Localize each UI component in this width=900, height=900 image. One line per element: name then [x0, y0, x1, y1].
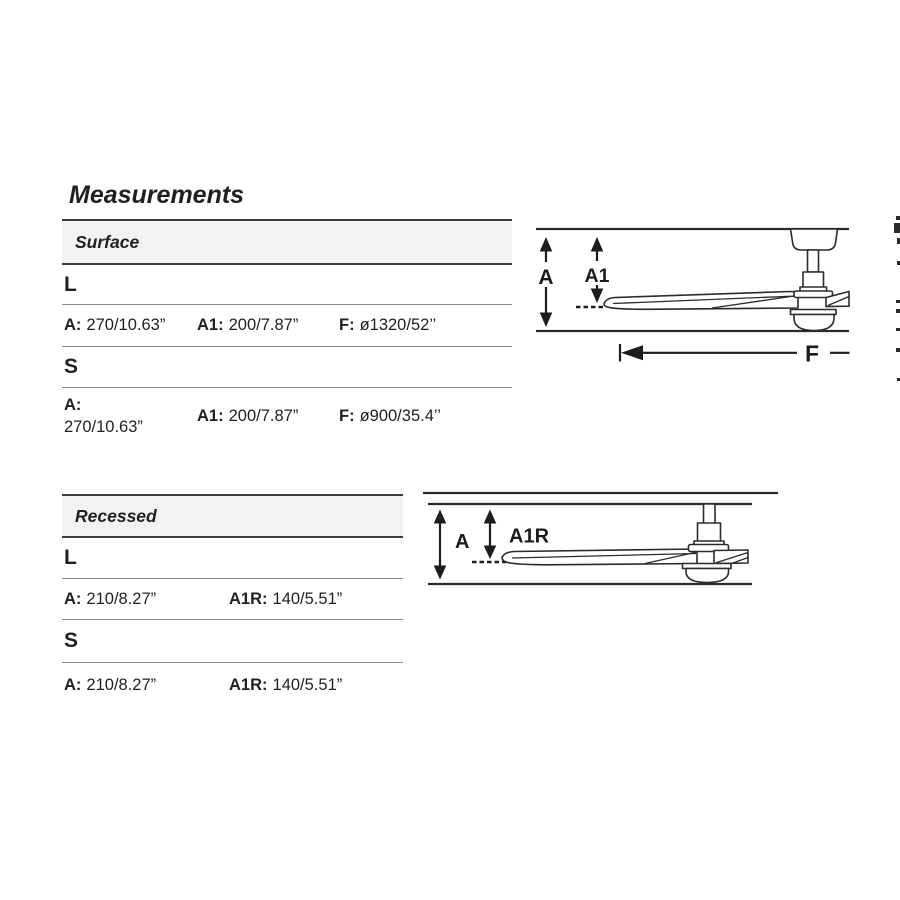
size-label-l: L: [64, 546, 77, 569]
dimension-label: F:: [339, 406, 355, 425]
surface-table-header: [62, 221, 512, 265]
dimension-value: ø900/35.4’’: [359, 406, 441, 425]
dimension-value: 200/7.87”: [228, 316, 299, 334]
dimension-arrow-f: [620, 341, 850, 367]
surface-size-row-l: [62, 265, 512, 305]
dimension-cell-a: [64, 394, 197, 438]
dimension-label: A:: [64, 589, 82, 608]
page-title: Measurements: [69, 181, 245, 209]
dimension-arrow-a: [434, 510, 470, 580]
dimension-cell-a: [64, 316, 197, 335]
dimension-label-f: F: [804, 340, 820, 367]
dimension-value: 270/10.63”: [86, 316, 166, 334]
size-label-l: L: [64, 272, 77, 296]
surface-size-row-s: [62, 347, 512, 388]
clipped-fragment: [896, 348, 900, 352]
surface-header-label: Surface: [75, 231, 140, 252]
dimension-value: 140/5.51”: [272, 589, 343, 608]
recessed-table-header: [62, 496, 403, 538]
dimension-value: 200/7.87”: [228, 406, 299, 425]
clipped-fragment: [896, 300, 900, 303]
dimension-label: A1:: [197, 316, 224, 334]
fan-drawing: [604, 229, 849, 331]
recessed-table: [62, 494, 403, 707]
surface-values-row-s: [62, 388, 512, 444]
clipped-fragment: [896, 328, 900, 331]
surface-values-row-l: [62, 305, 512, 347]
dimension-label: A:: [64, 316, 82, 334]
dimension-arrow-a1: [580, 237, 614, 303]
clipped-fragment: [894, 223, 900, 233]
dimension-label-a: A: [538, 266, 554, 289]
dimension-cell-a1: [197, 407, 339, 426]
dimension-label: A1R:: [229, 675, 268, 694]
clipped-fragment: [896, 309, 900, 313]
dimension-label: F:: [339, 316, 355, 334]
dimension-label-a1: A1: [584, 265, 610, 287]
dimension-value: 270/10.63”: [64, 418, 143, 436]
dimension-label: A:: [64, 675, 82, 694]
dimension-value: ø1320/52’’: [359, 316, 437, 334]
size-label-s: S: [64, 355, 79, 378]
dimension-label-a: A: [455, 531, 470, 553]
dimension-label: A:: [64, 396, 82, 414]
recessed-header-label: Recessed: [75, 505, 157, 526]
recessed-size-row-l: [62, 538, 403, 579]
dimension-label: A1:: [197, 406, 224, 425]
recessed-values-row-s: [62, 663, 403, 707]
recessed-values-row-l: [62, 579, 403, 620]
dimension-cell-f: [339, 316, 512, 335]
dimension-cell-a: [64, 676, 229, 695]
dimension-value: 210/8.27”: [86, 675, 157, 694]
surface-fan-diagram: [528, 204, 900, 374]
recessed-size-row-s: [62, 620, 403, 663]
dimension-value: 140/5.51”: [272, 675, 343, 694]
clipped-fragment: [896, 216, 900, 220]
dimension-cell-a1r: [229, 676, 403, 695]
recessed-fan-diagram: [416, 484, 900, 592]
dimension-cell-a1: [197, 316, 339, 335]
dimension-label-a1r: A1R: [509, 525, 550, 548]
size-label-s: S: [64, 629, 79, 652]
dimension-cell-f: [339, 407, 512, 426]
surface-table: [62, 219, 512, 444]
dimension-label: A1R:: [229, 589, 268, 608]
dimension-arrow-a: [535, 237, 557, 327]
dimension-cell-a1r: [229, 590, 403, 609]
dimension-value: 210/8.27”: [86, 589, 157, 608]
dimension-cell-a: [64, 590, 229, 609]
